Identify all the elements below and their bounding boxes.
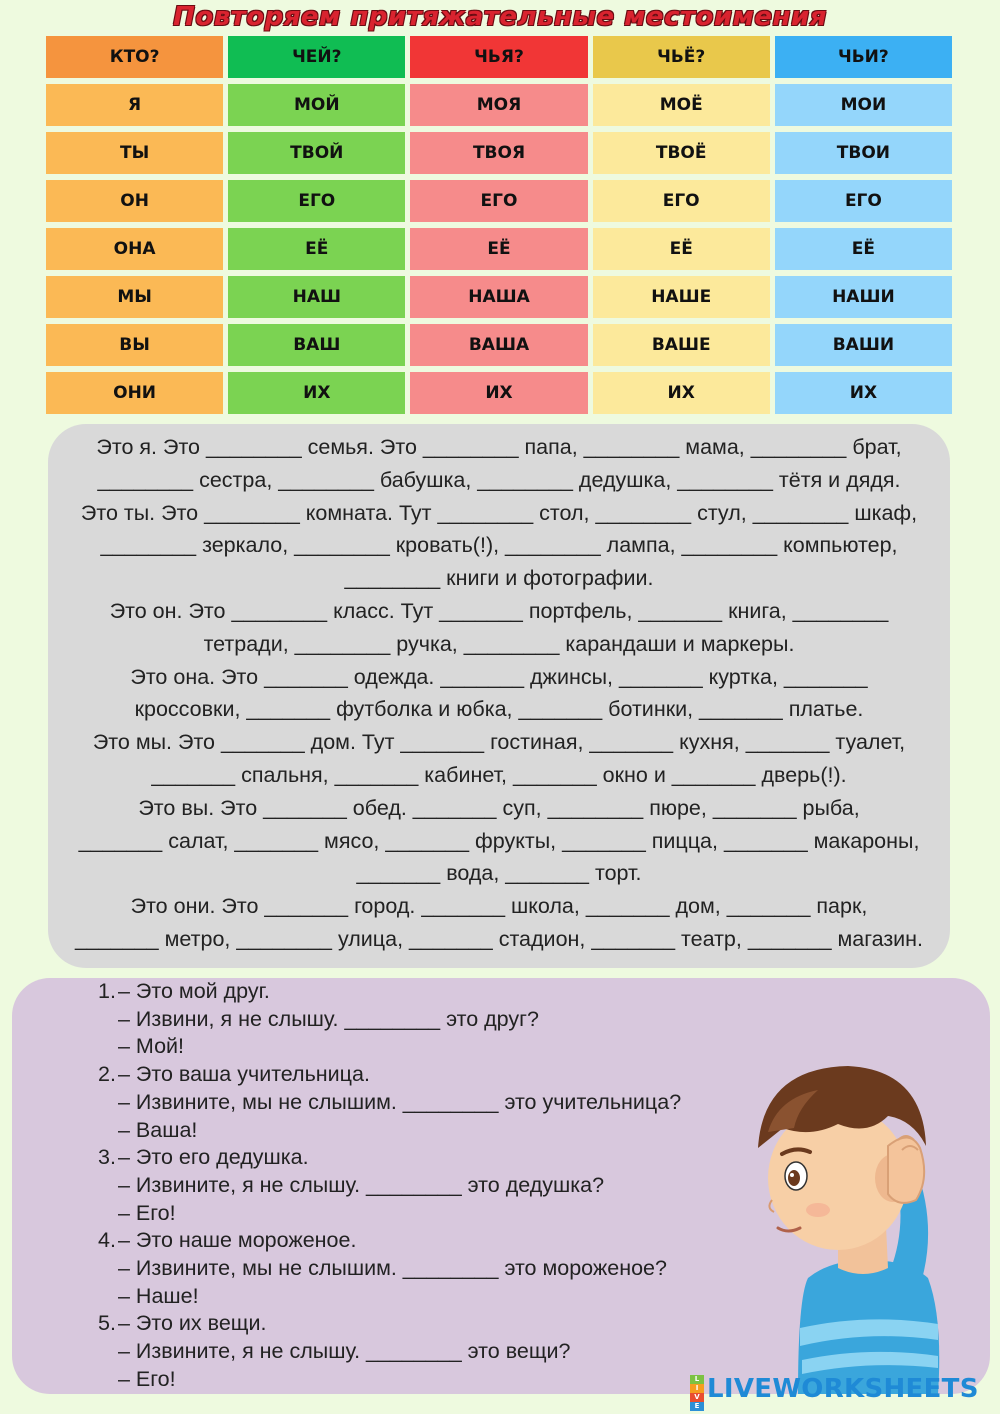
dialog-line: – Извини, я не слышу. ________ это друг? [118, 1006, 539, 1031]
exercise-line: ________ зеркало, ________ кровать(!), ________ лампа, ________ компьютер, [100, 533, 898, 558]
exercise-line: тетради, ________ ручка, ________ карандаши и маркеры. [203, 631, 795, 656]
dialog-number: 4. [98, 1228, 116, 1253]
table-cell: ВАШИ [775, 324, 952, 366]
exercise-text [48, 431, 950, 956]
table-cell: НАШИ [775, 276, 952, 318]
dialog-number: 5. [98, 1311, 116, 1336]
exercise-line: Это я. Это ________ семья. Это ________ папа, ________ мама, ________ брат, [96, 435, 902, 459]
table-cell: ТВОЯ [410, 132, 587, 174]
dialog-number: 3. [98, 1145, 116, 1170]
pronoun-table [46, 36, 952, 414]
table-cell: ОНИ [46, 372, 223, 414]
table-cell: ВЫ [46, 324, 223, 366]
table-cell: МОИ [775, 84, 952, 126]
table-cell: ЕЁ [410, 228, 587, 270]
dialog-line: – Это его дедушка. [118, 1145, 309, 1170]
dialog-line: – Извините, мы не слышим. ________ это учительница? [118, 1089, 682, 1114]
logo-icon [690, 1375, 704, 1410]
table-cell: НАША [410, 276, 587, 318]
dialog-line: – Его! [118, 1200, 176, 1225]
boy-listening-illustration [738, 1028, 978, 1394]
exercise-line: _______ спальня, _______ кабинет, _______ окно и _______ дверь(!). [151, 762, 847, 787]
logo-letter: V [690, 1393, 704, 1402]
table-cell: НАШ [228, 276, 405, 318]
table-header-cell: КТО? [46, 36, 223, 78]
table-cell: ВАШЕ [593, 324, 770, 366]
exercise-line: _______ салат, _______ мясо, _______ фрукты, _______ пицца, _______ макароны, [78, 828, 920, 853]
exercise-line: Это они. Это _______ город. _______ школа, _______ дом, _______ парк, [130, 894, 868, 919]
table-cell: ЕГО [775, 180, 952, 222]
dialog-number: 1. [98, 979, 116, 1003]
dialog-line: – Извините, я не слышу. ________ это дедушка? [118, 1172, 605, 1197]
dialog-number: 2. [98, 1062, 116, 1087]
table-cell: ТВОЙ [228, 132, 405, 174]
dialog-line: – Это ваша учительница. [118, 1062, 370, 1087]
page-title: Повторяем притяжательные местоимения [173, 2, 827, 32]
exercise-line: Это вы. Это _______ обед. _______ суп, ________ пюре, _______ рыба, [138, 795, 860, 820]
exercise-line: ________ сестра, ________ бабушка, ________ дедушка, ________ тётя и дядя. [97, 467, 901, 492]
logo-letter: L [690, 1375, 704, 1384]
dialog-line: – Это их вещи. [118, 1311, 267, 1336]
liveworksheets-logo [690, 1372, 979, 1410]
dialog-line: – Его! [118, 1366, 176, 1391]
table-header-cell: ЧЬИ? [775, 36, 952, 78]
exercise-line: _______ вода, _______ торт. [356, 861, 642, 886]
table-cell: ЕГО [410, 180, 587, 222]
dialog-line: – Извините, я не слышу. ________ это вещи? [118, 1339, 571, 1364]
exercise-line: кроссовки, _______ футболка и юбка, _______ ботинки, _______ платье. [134, 697, 864, 722]
table-cell: ИХ [593, 372, 770, 414]
table-cell: ТЫ [46, 132, 223, 174]
logo-letter: I [690, 1384, 704, 1393]
table-cell: ВАША [410, 324, 587, 366]
exercise-line: Это ты. Это ________ комната. Тут ________ стол, ________ стул, ________ шкаф, [80, 500, 918, 525]
table-cell: ЕЁ [228, 228, 405, 270]
dialog-line: – Это мой друг. [118, 979, 270, 1003]
table-cell: МОЯ [410, 84, 587, 126]
table-cell: НАШЕ [593, 276, 770, 318]
table-cell: ВАШ [228, 324, 405, 366]
dialog-line: – Извините, мы не слышим. ________ это мороженое? [118, 1256, 667, 1280]
table-cell: МОЙ [228, 84, 405, 126]
dialog-panel [12, 978, 990, 1394]
table-cell: ТВОЁ [593, 132, 770, 174]
table-cell: ЕГО [228, 180, 405, 222]
exercise-line: _______ метро, ________ улица, _______ стадион, _______ театр, _______ магазин. [74, 926, 924, 951]
table-cell: ИХ [775, 372, 952, 414]
table-cell: ОНА [46, 228, 223, 270]
table-cell: ТВОИ [775, 132, 952, 174]
exercise-line: Это она. Это _______ одежда. _______ джинсы, _______ куртка, _______ [130, 664, 868, 689]
table-cell: ИХ [410, 372, 587, 414]
table-cell: МЫ [46, 276, 223, 318]
exercise-line: Это мы. Это _______ дом. Тут _______ гостиная, _______ кухня, _______ туалет, [92, 730, 906, 755]
table-cell: ЕЁ [593, 228, 770, 270]
table-cell: ЕГО [593, 180, 770, 222]
logo-letter: E [690, 1402, 704, 1411]
table-header-cell: ЧЕЙ? [228, 36, 405, 78]
dialog-line: – Мой! [118, 1034, 185, 1059]
table-cell: ЕЁ [775, 228, 952, 270]
logo-text: LIVEWORKSHEETS [707, 1374, 979, 1404]
table-cell: ОН [46, 180, 223, 222]
dialog-line: – Наше! [118, 1283, 199, 1308]
dialog-line: – Это наше мороженое. [118, 1228, 357, 1253]
table-cell: МОЁ [593, 84, 770, 126]
dialog-line: – Ваша! [118, 1117, 198, 1142]
exercise-line: ________ книги и фотографии. [344, 566, 654, 591]
fill-in-exercise-panel [48, 424, 950, 968]
table-header-cell: ЧЬЯ? [410, 36, 587, 78]
table-cell: Я [46, 84, 223, 126]
table-cell: ИХ [228, 372, 405, 414]
exercise-line: Это он. Это ________ класс. Тут _______ портфель, _______ книга, ________ [109, 598, 889, 623]
table-header-cell: ЧЬЁ? [593, 36, 770, 78]
